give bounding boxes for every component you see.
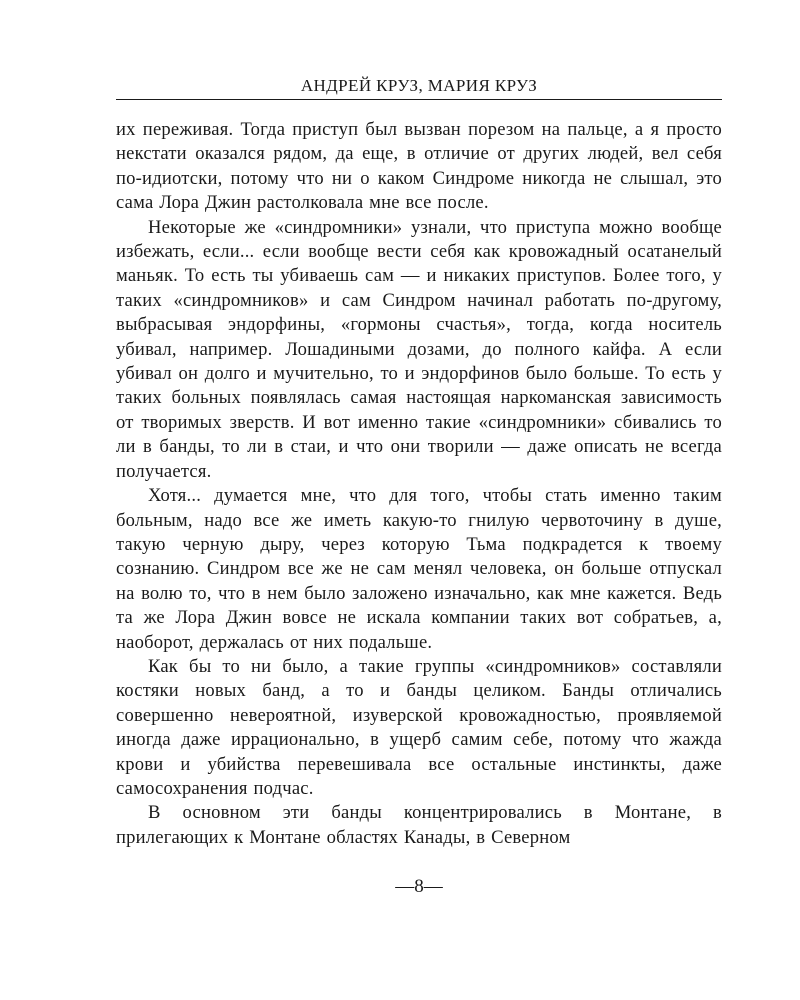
paragraph-3: Хотя... думается мне, что для того, чтобы стать именно таким больным, надо все же иметь какую-то гнилую червоточину в душе, такую черную дыру, через которую Тьма подкрадется к твоему сознанию. Синдром все же не сам менял человека, он больше отпускал на волю то, что в нем было заложено изначально, как мне кажется. Ведь та же Лора Джин вовсе не искала компании таких вот собратьев, а, наоборот, держалась от них подальше. (116, 485, 722, 653)
page-number: —8— (395, 876, 443, 897)
body-text (116, 118, 722, 850)
paragraph-4: Как бы то ни было, а такие группы «синдромников» составляли костяки новых банд, а то и банды целиком. Банды отличались совершенно невероятной, изуверской кровожадностью, проявляемой иногда даже иррационально, в ущерб самим себе, потому что жажда крови и убийства перевешивала все остальные инстинкты, даже самосохранения подчас. (116, 655, 722, 799)
paragraph-5: В основном эти банды концентрировались в Монтане, в прилегающих к Монтане областях Канады, в Северном (116, 802, 722, 848)
running-head-authors: АНДРЕЙ КРУЗ, МАРИЯ КРУЗ (300, 76, 538, 95)
paragraph-2: Некоторые же «синдромники» узнали, что приступа можно вообще избежать, если... если вообще вести себя как кровожадный осатанелый маньяк. То есть ты убиваешь сам — и никаких приступов. Более того, у таких «синдромников» и сам Синдром начинал работать по-другому, выбрасывая эндорфины, «гормоны счастья», тогда, когда носитель убивал, например. Лошадиными дозами, до полного кайфа. А если убивал он долго и мучительно, то и эндорфинов было больше. То есть у таких больных появлялась самая настоящая наркоманская зависимость от творимых зверств. И вот именно такие «синдромники» сбивались то ли в банды, то ли в стаи, и что они творили — даже описать не всегда получается. (116, 216, 722, 482)
paragraph-1: их переживая. Тогда приступ был вызван порезом на пальце, а я просто некстати оказался рядом, да еще, в отличие от других людей, вел себя по-идиотски, потому что ни о каком Синдроме никогда не слышал, это сама Лора Джин растолковала мне все после. (116, 119, 722, 214)
header-rule-divider (116, 99, 722, 100)
